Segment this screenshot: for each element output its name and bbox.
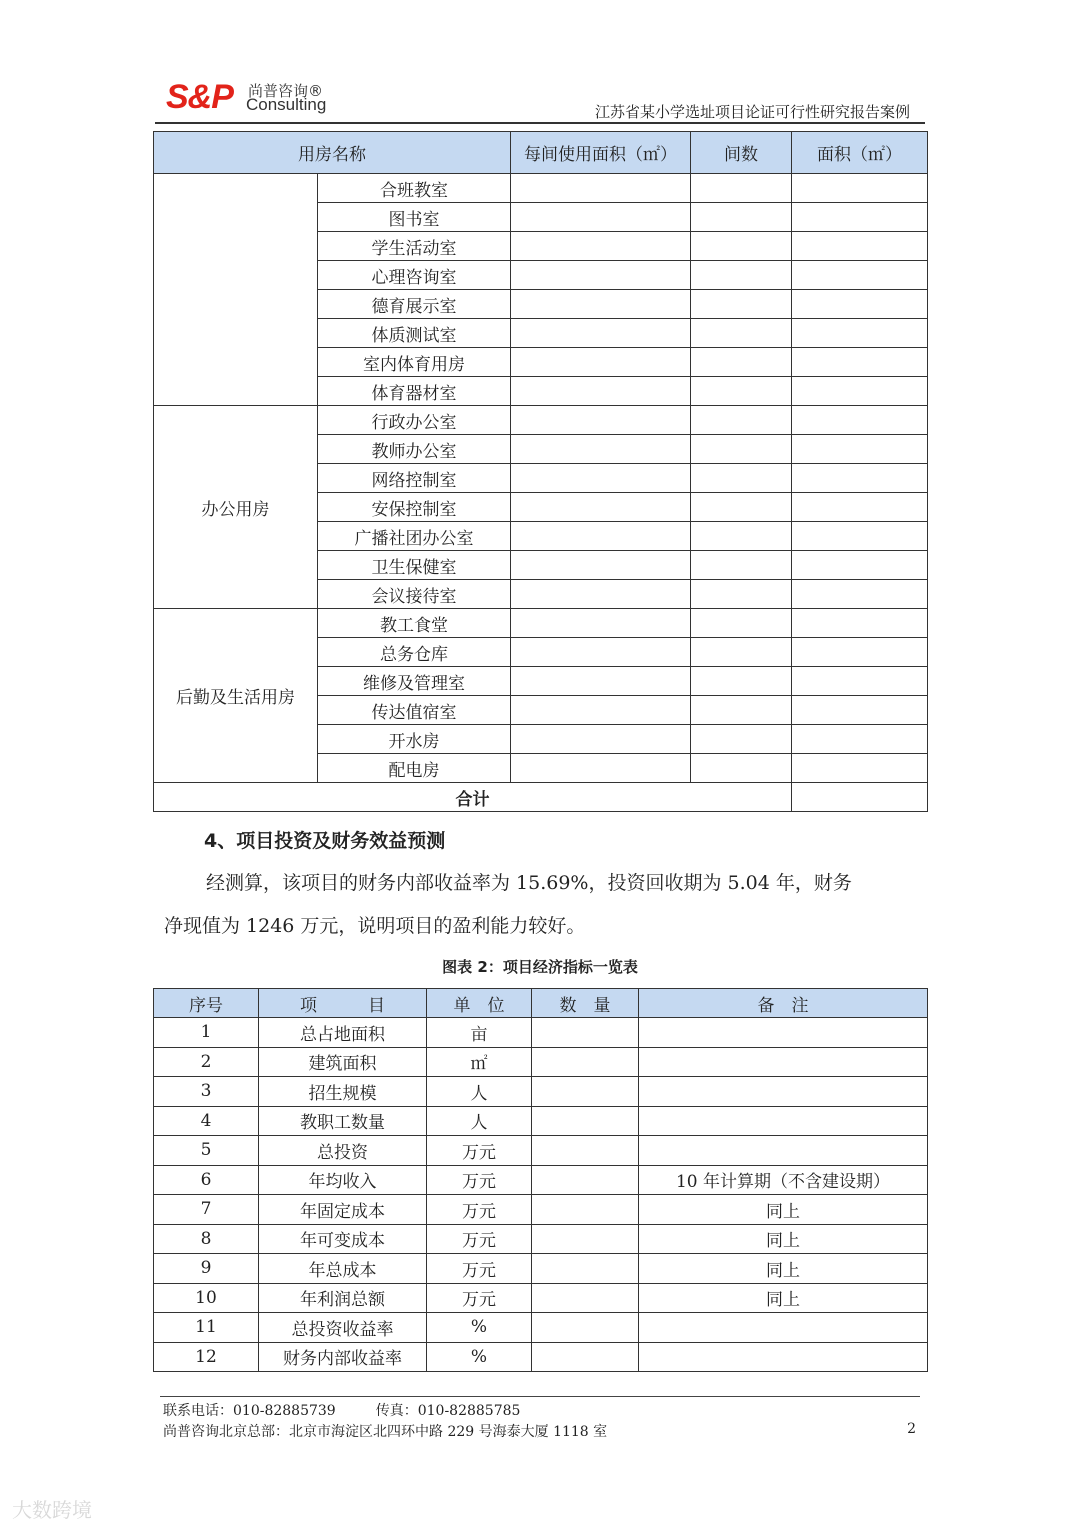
unit-cell: 万元 <box>427 1165 532 1195</box>
item-cell: 年总成本 <box>259 1254 427 1284</box>
room-count-cell <box>691 493 792 522</box>
room-name-cell: 会议接待室 <box>318 580 511 609</box>
area-cell <box>792 290 928 319</box>
area-cell <box>792 638 928 667</box>
page-number: 2 <box>907 1421 916 1437</box>
column-header: 用房名称 <box>154 132 511 174</box>
room-name-cell: 教工食堂 <box>318 609 511 638</box>
area-cell <box>792 174 928 203</box>
item-cell: 建筑面积 <box>259 1047 427 1077</box>
quantity-cell <box>532 1283 639 1313</box>
room-count-cell <box>691 609 792 638</box>
room-name-cell: 配电房 <box>318 754 511 783</box>
note-cell <box>639 1047 928 1077</box>
column-header: 面积（㎡） <box>792 132 928 174</box>
room-category-cell: 后勤及生活用房 <box>154 609 318 783</box>
column-header: 每间使用面积（㎡） <box>511 132 691 174</box>
logo-english-name: Consulting <box>246 95 327 114</box>
area-cell <box>792 493 928 522</box>
room-area-table <box>153 131 928 812</box>
area-per-room-cell <box>511 319 691 348</box>
area-cell <box>792 754 928 783</box>
table-row <box>154 1254 928 1284</box>
room-name-cell: 教师办公室 <box>318 435 511 464</box>
note-cell: 同上 <box>639 1195 928 1225</box>
room-name-cell: 传达值宿室 <box>318 696 511 725</box>
table-row <box>154 1018 928 1048</box>
room-count-cell <box>691 174 792 203</box>
footer-contact <box>163 1400 520 1420</box>
area-per-room-cell <box>511 609 691 638</box>
row-number-cell: 9 <box>154 1254 259 1284</box>
unit-cell: 万元 <box>427 1224 532 1254</box>
table-header-row <box>154 132 928 174</box>
room-name-cell: 合班教室 <box>318 174 511 203</box>
total-label-cell: 合计 <box>154 783 792 812</box>
table-row <box>154 1342 928 1372</box>
footer-phone: 联系电话：010-82885739 <box>163 1403 336 1419</box>
quantity-cell <box>532 1313 639 1343</box>
table-caption: 图表 2：项目经济指标一览表 <box>442 958 638 976</box>
quantity-cell <box>532 1195 639 1225</box>
room-count-cell <box>691 290 792 319</box>
note-cell <box>639 1313 928 1343</box>
table-row <box>154 609 928 638</box>
quantity-cell <box>532 1106 639 1136</box>
room-name-cell: 安保控制室 <box>318 493 511 522</box>
item-cell: 总投资收益率 <box>259 1313 427 1343</box>
unit-cell: 万元 <box>427 1283 532 1313</box>
footer-divider <box>160 1396 920 1397</box>
room-count-cell <box>691 377 792 406</box>
room-count-cell <box>691 551 792 580</box>
column-header: 间数 <box>691 132 792 174</box>
area-per-room-cell <box>511 406 691 435</box>
table-header-row <box>154 989 928 1018</box>
area-per-room-cell <box>511 580 691 609</box>
room-count-cell <box>691 754 792 783</box>
area-cell <box>792 464 928 493</box>
room-name-cell: 广播社团办公室 <box>318 522 511 551</box>
row-number-cell: 1 <box>154 1018 259 1048</box>
room-count-cell <box>691 725 792 754</box>
area-cell <box>792 435 928 464</box>
area-per-room-cell <box>511 174 691 203</box>
paragraph-line: 净现值为 1246 万元，说明项目的盈利能力较好。 <box>164 915 586 937</box>
unit-cell: 人 <box>427 1106 532 1136</box>
note-cell: 10 年计算期（不含建设期） <box>639 1165 928 1195</box>
item-cell: 年可变成本 <box>259 1224 427 1254</box>
area-per-room-cell <box>511 290 691 319</box>
quantity-cell <box>532 1136 639 1166</box>
row-number-cell: 10 <box>154 1283 259 1313</box>
area-cell <box>792 406 928 435</box>
quantity-cell <box>532 1047 639 1077</box>
room-count-cell <box>691 319 792 348</box>
area-per-room-cell <box>511 638 691 667</box>
unit-cell: 万元 <box>427 1195 532 1225</box>
column-header: 数 量 <box>532 989 639 1018</box>
row-number-cell: 3 <box>154 1077 259 1107</box>
quantity-cell <box>532 1165 639 1195</box>
note-cell <box>639 1136 928 1166</box>
unit-cell: 万元 <box>427 1136 532 1166</box>
table-row <box>154 1106 928 1136</box>
room-name-cell: 维修及管理室 <box>318 667 511 696</box>
area-per-room-cell <box>511 522 691 551</box>
note-cell <box>639 1077 928 1107</box>
header-divider <box>155 122 925 124</box>
room-count-cell <box>691 667 792 696</box>
room-name-cell: 体质测试室 <box>318 319 511 348</box>
room-count-cell <box>691 406 792 435</box>
room-category-cell: 办公用房 <box>154 406 318 609</box>
area-cell <box>792 580 928 609</box>
unit-cell: 万元 <box>427 1254 532 1284</box>
footer-address: 尚普咨询北京总部：北京市海淀区北四环中路 229 号海泰大厦 1118 室 <box>163 1424 608 1440</box>
room-count-cell <box>691 522 792 551</box>
area-cell <box>792 348 928 377</box>
row-number-cell: 4 <box>154 1106 259 1136</box>
area-per-room-cell <box>511 551 691 580</box>
row-number-cell: 11 <box>154 1313 259 1343</box>
note-cell <box>639 1106 928 1136</box>
room-count-cell <box>691 203 792 232</box>
area-cell <box>792 696 928 725</box>
area-cell <box>792 232 928 261</box>
note-cell <box>639 1342 928 1372</box>
area-per-room-cell <box>511 464 691 493</box>
area-cell <box>792 319 928 348</box>
table-row <box>154 1077 928 1107</box>
area-per-room-cell <box>511 667 691 696</box>
area-per-room-cell <box>511 348 691 377</box>
room-name-cell: 德育展示室 <box>318 290 511 319</box>
room-count-cell <box>691 638 792 667</box>
room-name-cell: 卫生保健室 <box>318 551 511 580</box>
unit-cell: ㎡ <box>427 1047 532 1077</box>
area-per-room-cell <box>511 377 691 406</box>
area-cell <box>792 551 928 580</box>
row-number-cell: 2 <box>154 1047 259 1077</box>
table-row <box>154 406 928 435</box>
unit-cell: % <box>427 1342 532 1372</box>
room-name-cell: 心理咨询室 <box>318 261 511 290</box>
row-number-cell: 5 <box>154 1136 259 1166</box>
area-cell <box>792 203 928 232</box>
table-row <box>154 1047 928 1077</box>
watermark: 大数跨境 <box>12 1498 92 1522</box>
room-count-cell <box>691 580 792 609</box>
table-row <box>154 1313 928 1343</box>
quantity-cell <box>532 1342 639 1372</box>
room-name-cell: 室内体育用房 <box>318 348 511 377</box>
area-per-room-cell <box>511 493 691 522</box>
column-header: 序号 <box>154 989 259 1018</box>
item-cell: 招生规模 <box>259 1077 427 1107</box>
footer-fax: 传真：010-82885785 <box>375 1403 521 1419</box>
table-row <box>154 174 928 203</box>
area-cell <box>792 377 928 406</box>
area-per-room-cell <box>511 696 691 725</box>
room-name-cell: 学生活动室 <box>318 232 511 261</box>
area-cell <box>792 609 928 638</box>
table-row <box>154 1224 928 1254</box>
logo-chinese-name: 尚普咨询® <box>248 82 324 100</box>
table-row <box>154 1136 928 1166</box>
row-number-cell: 8 <box>154 1224 259 1254</box>
room-name-cell: 网络控制室 <box>318 464 511 493</box>
quantity-cell <box>532 1224 639 1254</box>
unit-cell: % <box>427 1313 532 1343</box>
room-count-cell <box>691 261 792 290</box>
note-cell: 同上 <box>639 1254 928 1284</box>
row-number-cell: 12 <box>154 1342 259 1372</box>
room-name-cell: 开水房 <box>318 725 511 754</box>
quantity-cell <box>532 1018 639 1048</box>
item-cell: 总占地面积 <box>259 1018 427 1048</box>
column-header: 项 目 <box>259 989 427 1018</box>
quantity-cell <box>532 1077 639 1107</box>
total-row <box>154 783 928 812</box>
area-cell <box>792 522 928 551</box>
item-cell: 财务内部收益率 <box>259 1342 427 1372</box>
row-number-cell: 7 <box>154 1195 259 1225</box>
area-cell <box>792 725 928 754</box>
room-count-cell <box>691 464 792 493</box>
table-row <box>154 1195 928 1225</box>
area-per-room-cell <box>511 203 691 232</box>
item-cell: 教职工数量 <box>259 1106 427 1136</box>
economic-indicator-table <box>153 988 928 1372</box>
room-count-cell <box>691 232 792 261</box>
room-name-cell: 总务仓库 <box>318 638 511 667</box>
table-row <box>154 1283 928 1313</box>
column-header: 备 注 <box>639 989 928 1018</box>
column-header: 单 位 <box>427 989 532 1018</box>
room-name-cell: 图书室 <box>318 203 511 232</box>
section-heading: 4、项目投资及财务效益预测 <box>204 830 446 852</box>
item-cell: 年固定成本 <box>259 1195 427 1225</box>
note-cell <box>639 1018 928 1048</box>
unit-cell: 人 <box>427 1077 532 1107</box>
area-per-room-cell <box>511 232 691 261</box>
item-cell: 年均收入 <box>259 1165 427 1195</box>
area-per-room-cell <box>511 754 691 783</box>
area-cell <box>792 261 928 290</box>
table-row <box>154 1165 928 1195</box>
area-per-room-cell <box>511 261 691 290</box>
room-count-cell <box>691 696 792 725</box>
room-name-cell: 体育器材室 <box>318 377 511 406</box>
note-cell: 同上 <box>639 1224 928 1254</box>
quantity-cell <box>532 1254 639 1284</box>
item-cell: 总投资 <box>259 1136 427 1166</box>
item-cell: 年利润总额 <box>259 1283 427 1313</box>
paragraph-line: 经测算，该项目的财务内部收益率为 15.69%，投资回收期为 5.04 年，财务 <box>206 872 852 894</box>
room-category-cell <box>154 174 318 406</box>
area-per-room-cell <box>511 435 691 464</box>
area-cell <box>792 667 928 696</box>
note-cell: 同上 <box>639 1283 928 1313</box>
row-number-cell: 6 <box>154 1165 259 1195</box>
unit-cell: 亩 <box>427 1018 532 1048</box>
logo-mark: S&P <box>166 78 233 116</box>
area-per-room-cell <box>511 725 691 754</box>
total-area-cell <box>792 783 928 812</box>
room-name-cell: 行政办公室 <box>318 406 511 435</box>
room-count-cell <box>691 435 792 464</box>
document-title: 江苏省某小学选址项目论证可行性研究报告案例 <box>594 103 910 121</box>
room-count-cell <box>691 348 792 377</box>
